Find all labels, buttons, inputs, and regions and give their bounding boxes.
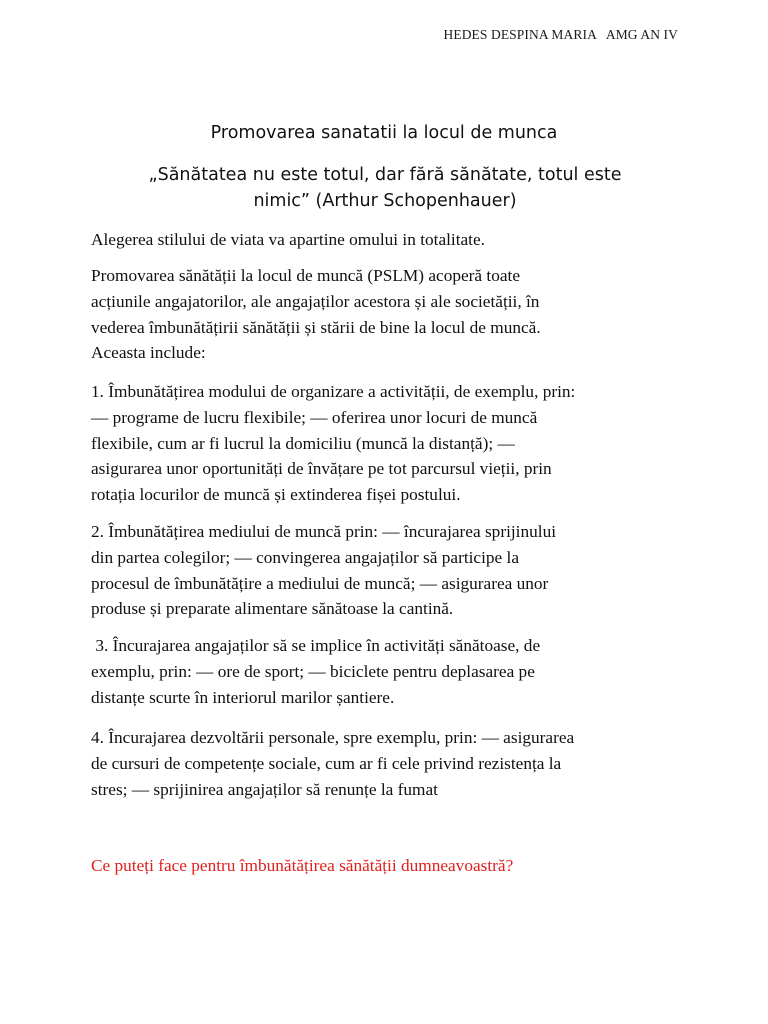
paragraph-line: distanțe scurte în interiorul marilor șantiere. [91, 687, 395, 707]
list-item-3 [91, 633, 691, 710]
paragraph-line: 1. Îmbunătățirea modului de organizare a activității, de exemplu, prin: [91, 382, 576, 401]
paragraph-line: procesul de îmbunătățire a mediului de muncă; — asigurarea unor [91, 573, 549, 593]
paragraph-line: 4. Încurajarea dezvoltării personale, spre exemplu, prin: — asigurarea [91, 728, 575, 747]
paragraph-line: Aceasta include: [91, 343, 206, 363]
paragraph-line: rotația locurilor de muncă și extinderea fișei postului. [91, 485, 461, 505]
paragraph-line: vederea îmbunătățirii sănătății și stării de bine la locul de muncă. [91, 317, 541, 337]
quote-line: „Sănătatea nu este totul, dar fără sănătate, totul este [148, 165, 622, 185]
paragraph-line: 3. Încurajarea angajaților să se implice în activități sănătoase, de [91, 636, 541, 655]
document-title: Promovarea sanatatii la locul de munca [210, 123, 558, 143]
list-item-1 [91, 379, 691, 508]
paragraph-line: asigurarea unor oportunități de învățare pe tot parcursul vieții, prin [91, 459, 552, 479]
closing-question: Ce puteți face pentru îmbunătățirea sănătății dumneavoastră? [91, 856, 514, 875]
paragraph-line: Alegerea stilului de viata va apartine omului in totalitate. [91, 230, 485, 249]
paragraph-line: de cursuri de competențe sociale, cum ar fi cele privind rezistența la [91, 753, 562, 773]
paragraph-line: — programe de lucru flexibile; — oferirea unor locuri de muncă [91, 407, 538, 427]
paragraph-line: acțiunile angajatorilor, ale angajaților acestora și ale societății, în [91, 291, 540, 311]
paragraph-line: din partea colegilor; — convingerea angajaților să participe la [91, 547, 520, 567]
quote [100, 162, 670, 214]
paragraph-line: produse și preparate alimentare sănătoase la cantină. [91, 599, 454, 619]
paragraph-intro [91, 227, 691, 253]
paragraph-line: 2. Îmbunătățirea mediului de muncă prin: — încurajarea sprijinului [91, 522, 557, 541]
paragraph-line: stres; — sprijinirea angajaților să renunțe la fumat [91, 779, 438, 799]
paragraph-line: flexibile, cum ar fi lucrul la domiciliu (muncă la distanță); — [91, 433, 515, 453]
paragraph-pslm [91, 263, 691, 366]
paragraph-line: exemplu, prin: — ore de sport; — biciclete pentru deplasarea pe [91, 661, 535, 681]
list-item-2 [91, 519, 691, 622]
page-header: HEDES DESPINA MARIA AMG AN IV [443, 27, 678, 42]
quote-line: nimic” (Arthur Schopenhauer) [253, 191, 517, 211]
list-item-4 [91, 725, 691, 802]
paragraph-line: Promovarea sănătății la locul de muncă (PSLM) acoperă toate [91, 266, 520, 285]
